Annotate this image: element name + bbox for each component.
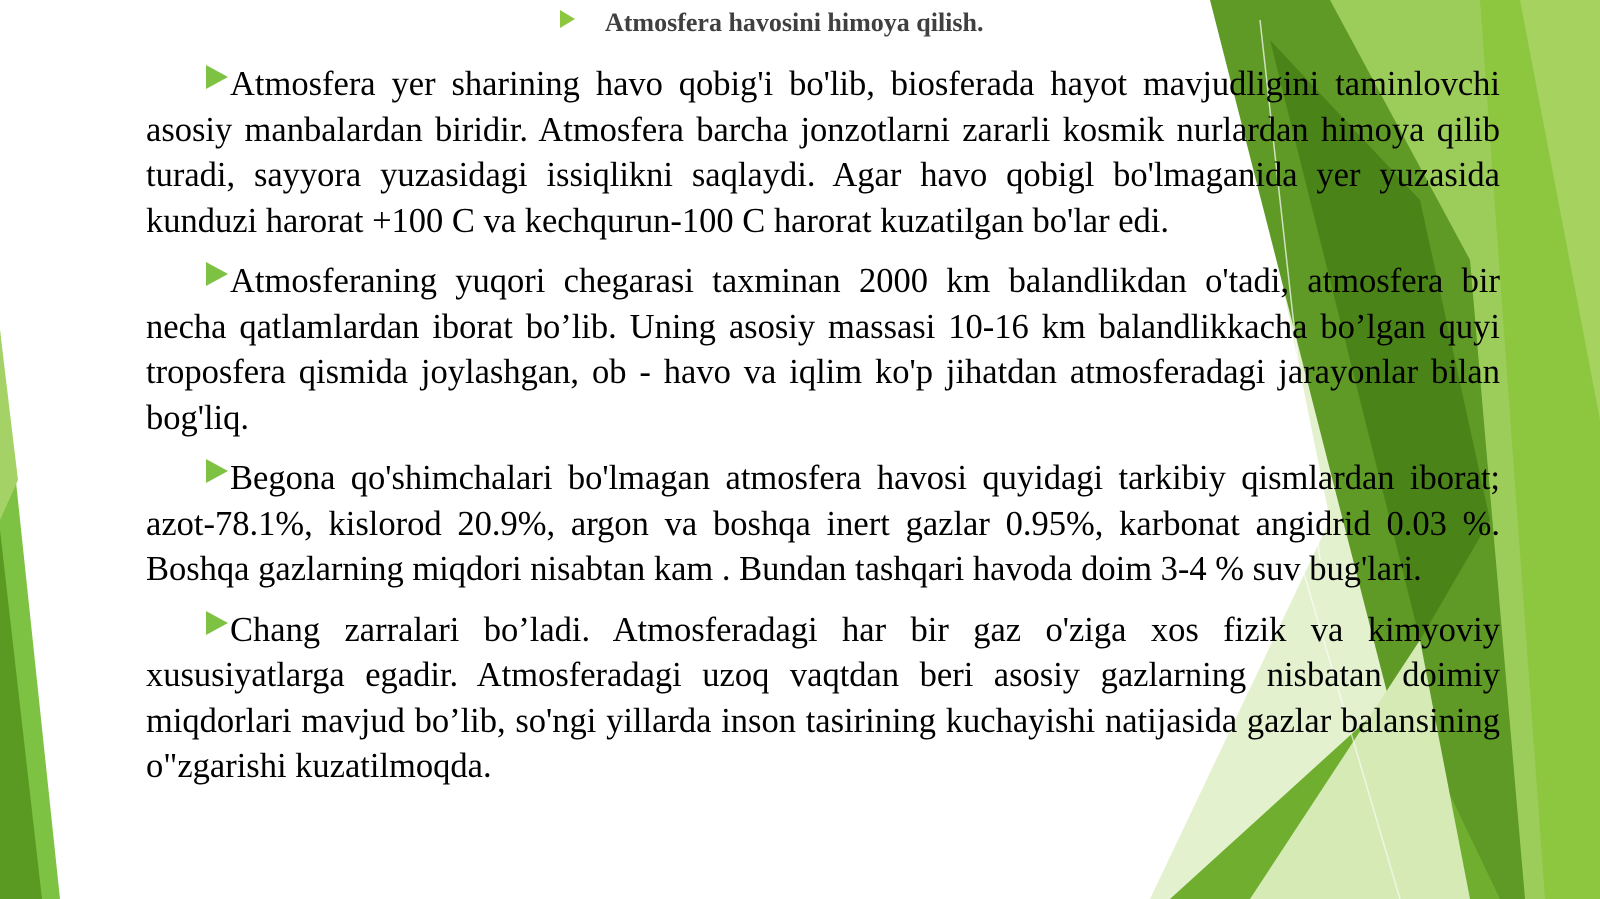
paragraph-text: Atmosfera yer sharining havo qobig'i bo'lib, biosferada hayot mavjudligini taminlovchi asosiy manbalardan biridir. Atmosfera barcha jonzotlarni zararli kosmik nurlardan himoya qilib turadi, sayyora yuzasidagi issiqlikni saqlaydi. Agar havo qobigl bo'lmaganida yer yuzasida kunduzi harorat +100 C va kechqurun-100 C harorat kuzatilgan bo'lar edi. [146,65,1500,240]
title-bullet-icon [560,10,575,28]
paragraph-atmosphere-layers [146,259,1500,441]
paragraph-atmosphere-definition [146,62,1500,244]
green-triangle-bullet-icon [206,262,228,286]
green-triangle-bullet-icon [206,459,228,483]
paragraph-air-composition [146,456,1500,593]
green-triangle-bullet-icon [206,611,228,635]
paragraph-text: Chang zarralari bo’ladi. Atmosferadagi har bir gaz o'ziga xos fizik va kimyoviy xususiyatlarga egadir. Atmosferadagi uzoq vaqtdan beri asosiy gazlarning nisbatan doimiy miqdorlari mavjud bo’lib, so'ngi yillarda inson tasirining kuchayishi natijasida gazlar balansining o"zgarishi kuzatilmoqda. [146,610,1500,785]
slide-title-text: Atmosfera havosini himoya qilish. [605,8,984,37]
slide-content [146,62,1500,805]
slide-title [560,8,984,38]
paragraph-text: Begona qo'shimchalari bo'lmagan atmosfera havosi quyidagi tarkibiy qismlardan iborat; azot-78.1%, kislorod 20.9%, argon va boshqa inert gazlar 0.95%, karbonat angidrid 0.03 %. Boshqa gazlarning miqdori nisabtan kam . Bundan tashqari havoda doim 3-4 % suv bug'lari. [146,459,1500,588]
green-triangle-bullet-icon [206,65,228,89]
paragraph-text: Atmosferaning yuqori chegarasi taxminan 2000 km balandlikdan o'tadi, atmosfera bir necha qatlamlardan iborat bo’lib. Uning asosiy massasi 10-16 km balandlikkacha bo’lgan quyi troposfera qismida joylashgan, ob - havo va iqlim ko'p jihatdan atmosferadagi jarayonlar bilan bog'liq. [146,262,1500,437]
paragraph-gas-balance [146,608,1500,790]
